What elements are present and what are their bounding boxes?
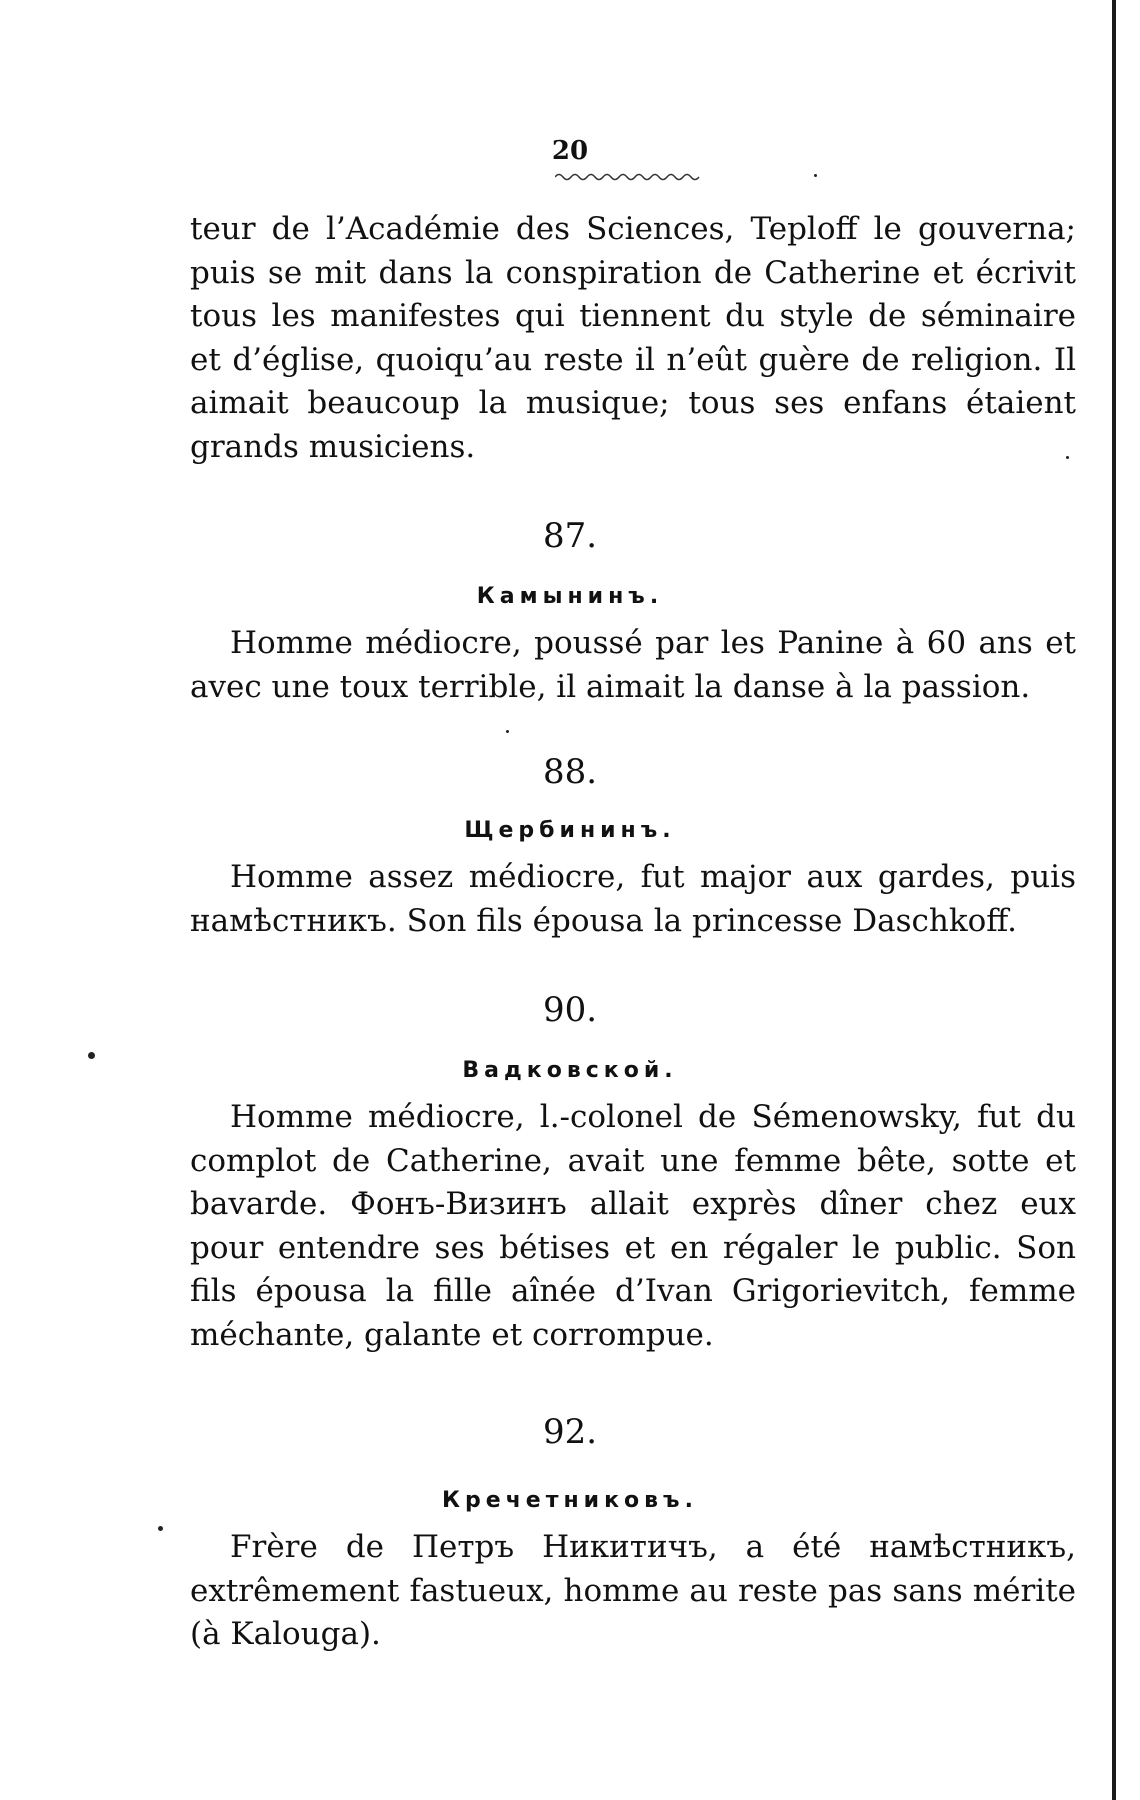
section-88-number: 88. [542, 752, 598, 792]
intro-text: teur de l’Académie des Sciences, Teploff le gouverna; puis se mit dans la conspiration de Catherine et écrivit tous les manifestes qui tiennent du style de séminaire et d’église, quoiqu’au reste il n’eût guère de religion. Il aimait beaucoup la musique; tous ses enfans étaient grands musiciens. [190, 211, 1076, 465]
section-87-paragraph [190, 622, 1076, 709]
section-88-text: Homme assez médiocre, fut major aux gardes, puis намѣстникъ. Son fils épousa la princesse Daschkoff. [190, 859, 1076, 939]
section-88-name: Щербининъ. [464, 818, 676, 843]
scan-speck [88, 1052, 95, 1059]
page-number: 20 [551, 136, 589, 166]
intro-paragraph [190, 208, 1076, 469]
section-92-paragraph [190, 1526, 1076, 1657]
section-92-number: 92. [542, 1412, 598, 1452]
section-92-text: Frère de Петръ Никитичъ, a été намѣстникъ, extrêmement fastueux, homme au reste pas sans mérite (à Kalouga). [190, 1529, 1076, 1652]
scan-speck [1066, 456, 1069, 459]
scan-speck [506, 730, 509, 733]
section-90-name: Вадковской. [462, 1058, 678, 1083]
section-90-paragraph [190, 1096, 1076, 1357]
section-90-number: 90. [542, 990, 598, 1030]
section-87-number: 87. [542, 516, 598, 556]
page-edge-rule [1112, 0, 1116, 1800]
section-88-paragraph [190, 856, 1076, 943]
section-87-text: Homme médiocre, poussé par les Panine à 60 ans et avec une toux terrible, il aimait la danse à la passion. [190, 625, 1076, 705]
section-87-name: Камынинъ. [476, 584, 664, 609]
ornament-rule-icon [555, 170, 705, 184]
section-92-name: Кречетниковъ. [442, 1488, 698, 1513]
scan-speck [158, 1526, 163, 1531]
section-90-text: Homme médiocre, l.-colonel de Sémenowsky, fut du complot de Catherine, avait une femme bête, sotte et bavarde. Фонъ-Визинъ allait exprès dîner chez eux pour entendre ses bétises et en régaler le public. Son fils épousa la fille aînée d’Ivan Grigorievitch, femme méchante, galante et corrompue. [190, 1099, 1076, 1353]
scan-speck [814, 174, 817, 177]
